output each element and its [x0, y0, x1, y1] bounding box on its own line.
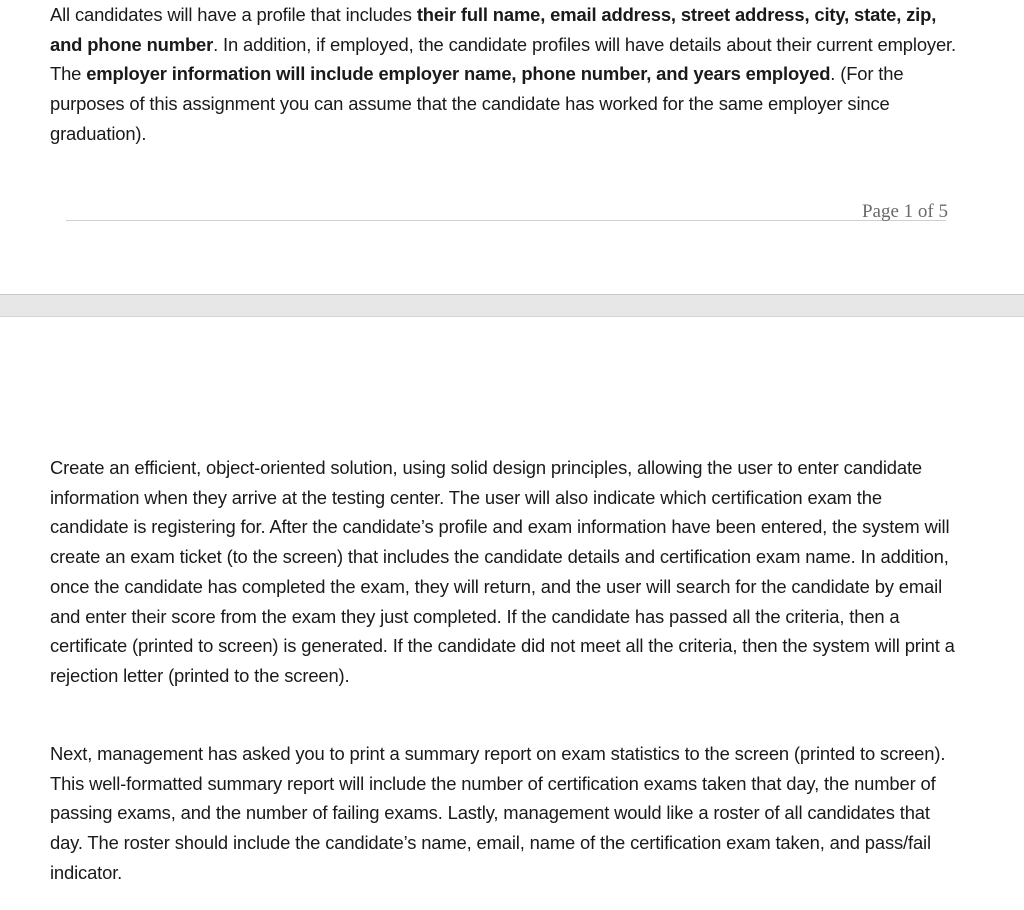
document-page-1 — [0, 0, 1024, 294]
employer-fields-bold: employer information will include employer name, phone number, and years employed — [86, 63, 831, 85]
profile-fields-bold: their full name, email address, street address, city, state, zip, and phone number — [50, 4, 937, 55]
summary-report-paragraph: Next, management has asked you to print a summary report on exam statistics to the screen (printed to screen). This well-formatted summary report will include the number of certification exams taken that day, the number of passing exams, and the number of failing exams. Lastly, management would like a roster of all candidates that day. The roster should include the candidate’s name, email, name of the certification exam taken, and pass/fail indicator. — [50, 743, 946, 883]
solution-requirements-paragraph: Create an efficient, object-oriented solution, using solid design principles, allowing the user to enter candidate information when they arrive at the testing center. The user will also indicate which certification exam the candidate is registering for. After the candidate’s profile and exam information have been entered, the system will create an exam ticket (to the screen) that includes the candidate details and certification exam name. In addition, once the candidate has completed the exam, they will return, and the user will search for the candidate by email and enter their score from the exam they just completed. If the candidate has passed all the criteria, then a certificate (printed to screen) is generated. If the candidate did not meet all the criteria, then the system will print a rejection letter (printed to the screen). — [50, 457, 955, 686]
paragraph-text: All candidates will have a profile that includes — [50, 4, 417, 25]
page-break-gap — [0, 294, 1024, 317]
paragraph-text: . (For the purposes of this assignment you can assume that the candidate has worked for the same employer since graduation). — [50, 63, 904, 144]
document-page-2 — [0, 317, 1024, 910]
page-number: Page 1 of 5 — [861, 201, 948, 222]
candidate-profile-paragraph — [50, 0, 960, 149]
footer-divider — [66, 220, 946, 221]
paragraph-text: . In addition, if employed, the candidate profiles will have details about their current employer. The — [50, 33, 956, 85]
